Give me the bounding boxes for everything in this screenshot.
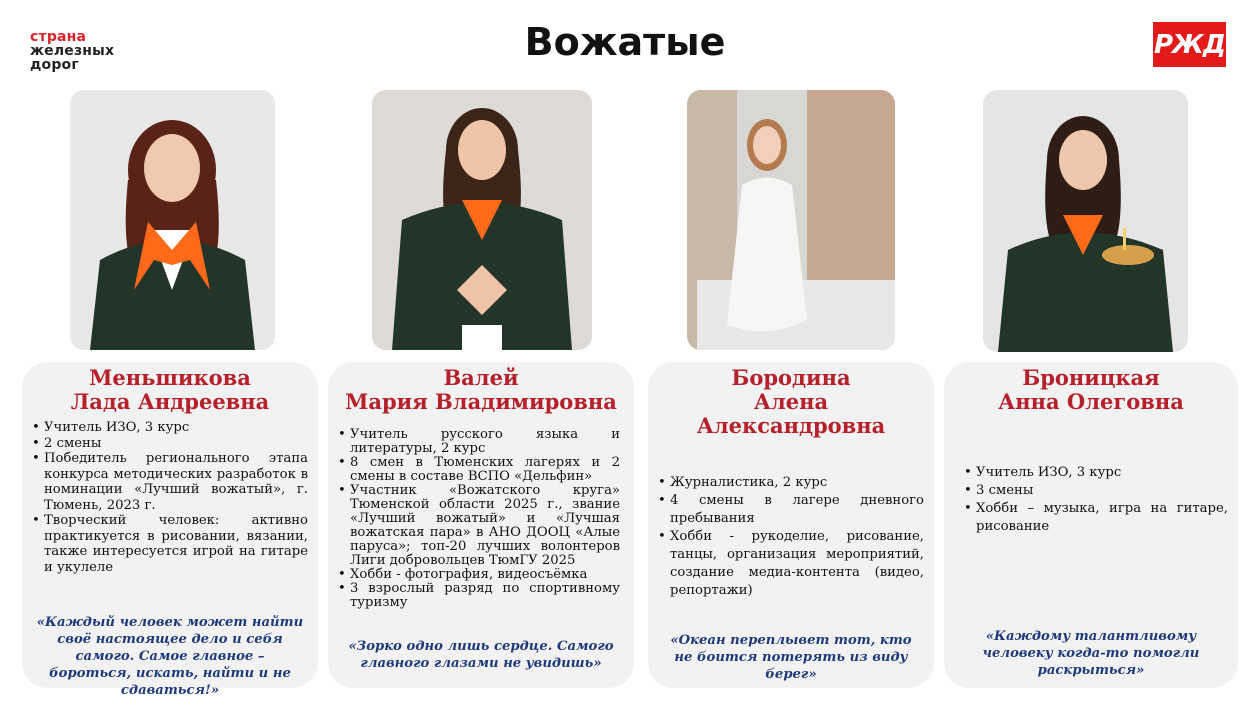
counselor-given-names: Алена Александровна bbox=[696, 389, 886, 438]
fact-item: • 3 смены bbox=[964, 482, 1228, 500]
fact-item: • 8 смен в Тюменских лагерях и 2 смены в составе ВСПО «Дельфин» bbox=[338, 456, 620, 484]
fact-item: • Хобби - рукоделие, рисование, танцы, организация мероприятий, создание медиа-контента (видео, репортажи) bbox=[658, 528, 924, 600]
brand-line-1: страна bbox=[30, 29, 87, 45]
fact-item: • 4 смены в лагере дневного пребывания bbox=[658, 492, 924, 528]
fact-item: • Участник «Вожатского круга» Тюменской области 2025 г., звание «Лучший вожатый» и «Лучшая вожатская пара» в АНО ДООЦ «Алые паруса»; топ-20 лучших волонтеров Лиги добровольцев ТюмГУ 2025 bbox=[338, 484, 620, 568]
photo-valey bbox=[372, 90, 592, 350]
fact-item: • Победитель регионального этапа конкурса методических разработок в номинации «Лучший вожатый», г. Тюмень, 2023 г. bbox=[32, 451, 308, 513]
counselor-facts bbox=[32, 420, 308, 575]
counselor-given-names: Мария Владимировна bbox=[345, 389, 617, 414]
counselor-quote: «Каждый человек может найти своё настоящее дело и себя самого. Самое главное – бороться, искать, найти и не сдаваться!» bbox=[36, 615, 304, 698]
counselor-facts bbox=[658, 474, 924, 600]
fact-item: • 3 взрослый разряд по спортивному туризму bbox=[338, 582, 620, 610]
counselor-surname: Меньшикова bbox=[89, 365, 251, 390]
photo-borodina bbox=[687, 90, 895, 350]
fact-item: • Творческий человек: активно практикуется в рисовании, вязании, также интересуется игрой на гитаре и укулеле bbox=[32, 513, 308, 575]
counselor-given-names: Лада Андреевна bbox=[70, 389, 270, 414]
counselor-quote: «Океан переплывет тот, кто не боится потерять из виду берег» bbox=[670, 633, 912, 682]
fact-item: • Журналистика, 2 курс bbox=[658, 474, 924, 492]
counselor-card-borodina bbox=[648, 362, 934, 688]
counselor-quote: «Каждому талантливому человеку когда-то помогли раскрыться» bbox=[982, 629, 1200, 678]
counselor-facts bbox=[954, 464, 1228, 536]
photo-bronitskaya bbox=[983, 90, 1188, 352]
counselor-card-bronitskaya bbox=[944, 362, 1238, 688]
brand-line-3: дорог bbox=[30, 57, 79, 73]
page-title: Вожатые bbox=[524, 20, 726, 64]
rzd-logo bbox=[1153, 22, 1226, 67]
rzd-logo-text: РЖД bbox=[1153, 29, 1226, 60]
fact-item: • Хобби – музыка, игра на гитаре, рисование bbox=[964, 500, 1228, 536]
fact-item: • Учитель ИЗО, 3 курс bbox=[964, 464, 1228, 482]
fact-item: • 2 смены bbox=[32, 436, 308, 452]
counselor-given-names: Анна Олеговна bbox=[998, 389, 1184, 414]
photo-menshikova bbox=[70, 90, 275, 350]
fact-item: • Учитель русского языка и литературы, 2 курс bbox=[338, 428, 620, 456]
counselor-card-valey bbox=[328, 362, 634, 688]
counselor-quote: «Зорко одно лишь сердце. Самого главного глазами не увидишь» bbox=[348, 639, 614, 671]
brand-line-2: железных bbox=[30, 43, 115, 59]
counselor-surname: Валей bbox=[443, 365, 519, 390]
fact-item: • Хобби - фотография, видеосъёмка bbox=[338, 568, 620, 582]
counselor-card-menshikova bbox=[22, 362, 318, 698]
counselor-surname: Бородина bbox=[731, 365, 851, 390]
fact-item: • Учитель ИЗО, 3 курс bbox=[32, 420, 308, 436]
counselor-surname: Броницкая bbox=[1022, 365, 1160, 390]
counselor-facts bbox=[338, 428, 624, 610]
